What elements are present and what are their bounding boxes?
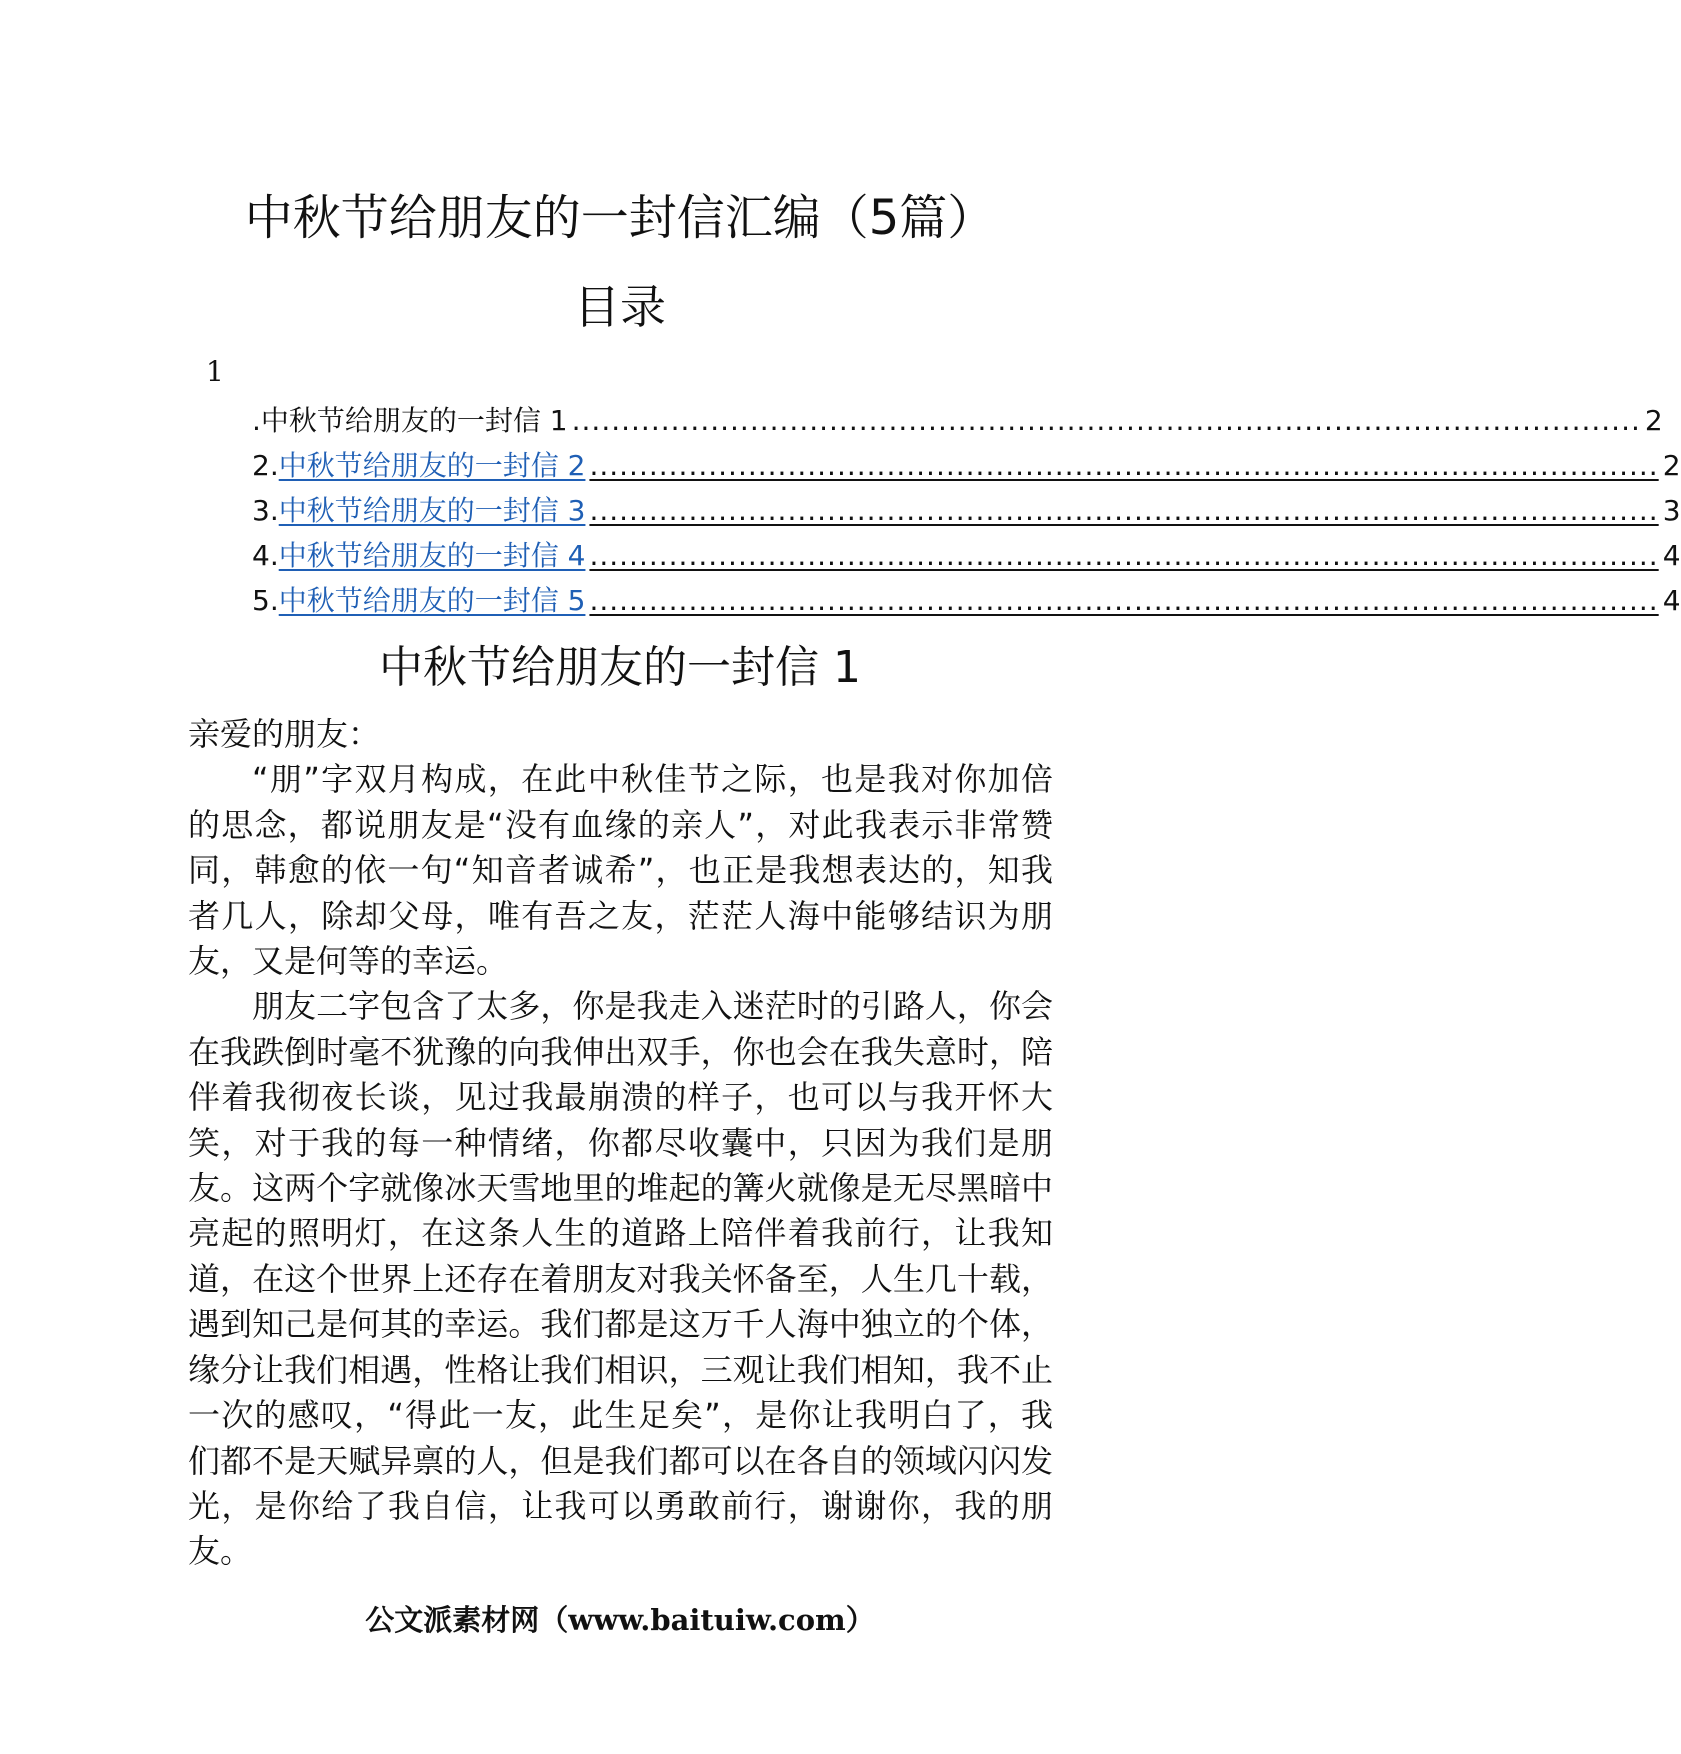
letter-paragraph: “朋”字双月构成，在此中秋佳节之际，也是我对你加倍的思念，都说朋友是“没有血缘的亲人”，对此我表示非常赞同，韩愈的依一句“知音者诚希”，也正是我想表达的，知我者几人，除却父母，唯有吾之友，茫茫人海中能够结识为朋友，又是何等的幸运。 [188,760,1053,981]
toc-entry-link[interactable]: 中秋节给朋友的一封信 2 [278,449,586,482]
toc-entry-3[interactable] [252,488,1681,533]
toc-entry-page: 2 [1662,449,1681,482]
page-footer: 公文派素材网（www.baituiw.com） [365,1603,875,1637]
toc-entry-link[interactable]: 中秋节给朋友的一封信 5 [278,584,586,617]
toc-entry-5[interactable] [252,578,1681,623]
toc-dot-leader: ............................................................................................................ [589,494,1659,527]
table-of-contents [252,398,1681,623]
toc-entry-4[interactable] [252,533,1681,578]
toc-dot-leader: ............................................................................................................ [589,449,1659,482]
toc-entry-2[interactable] [252,443,1681,488]
toc-dot-leader: ............................................................................................................ [589,539,1659,572]
toc-marker: 1 [206,355,224,388]
toc-entry-number: 5. [252,584,279,617]
letter-paragraph: 朋友二字包含了太多，你是我走入迷茫时的引路人，你会在我跌倒时毫不犹豫的向我伸出双手，你也会在我失意时，陪伴着我彻夜长谈，见过我最崩溃的样子，也可以与我开怀大笑，对于我的每一种情绪，你都尽收囊中，只因为我们是朋友。这两个字就像冰天雪地里的堆起的篝火就像是无尽黑暗中亮起的照明灯，在这条人生的道路上陪伴着我前行，让我知道，在这个世界上还存在着朋友对我关怀备至，人生几十载，遇到知己是何其的幸运。我们都是这万千人海中独立的个体，缘分让我们相遇，性格让我们相识，三观让我们相知，我不止一次的感叹，“得此一友，此生足矣”，是你让我明白了，我们都不是天赋异禀的人，但是我们都可以在各自的领域闪闪发光，是你给了我自信，让我可以勇敢前行，谢谢你，我的朋友。 [188,987,1053,1571]
toc-entry-1 [252,398,1663,443]
toc-entry-number: . [252,404,261,437]
toc-dot-leader: ............................................................................................................ [571,404,1641,437]
letter-salutation: 亲爱的朋友： [188,715,381,753]
toc-entry-link[interactable]: 中秋节给朋友的一封信 3 [278,494,586,527]
toc-entry-page: 4 [1662,539,1681,572]
toc-dot-leader: ............................................................................................................ [589,584,1659,617]
toc-entry-text: 中秋节给朋友的一封信 1 [260,404,568,437]
toc-entry-number: 2. [252,449,279,482]
letter-body [188,712,1053,1575]
toc-heading: 目录 [574,280,666,334]
document-title: 中秋节给朋友的一封信汇编（5篇） [244,190,996,246]
toc-entry-number: 4. [252,539,279,572]
toc-entry-page: 4 [1662,584,1681,617]
section-title: 中秋节给朋友的一封信 1 [379,642,861,693]
toc-entry-link[interactable]: 中秋节给朋友的一封信 4 [278,539,586,572]
toc-entry-page: 2 [1644,404,1663,437]
toc-entry-number: 3. [252,494,279,527]
toc-entry-page: 3 [1662,494,1681,527]
